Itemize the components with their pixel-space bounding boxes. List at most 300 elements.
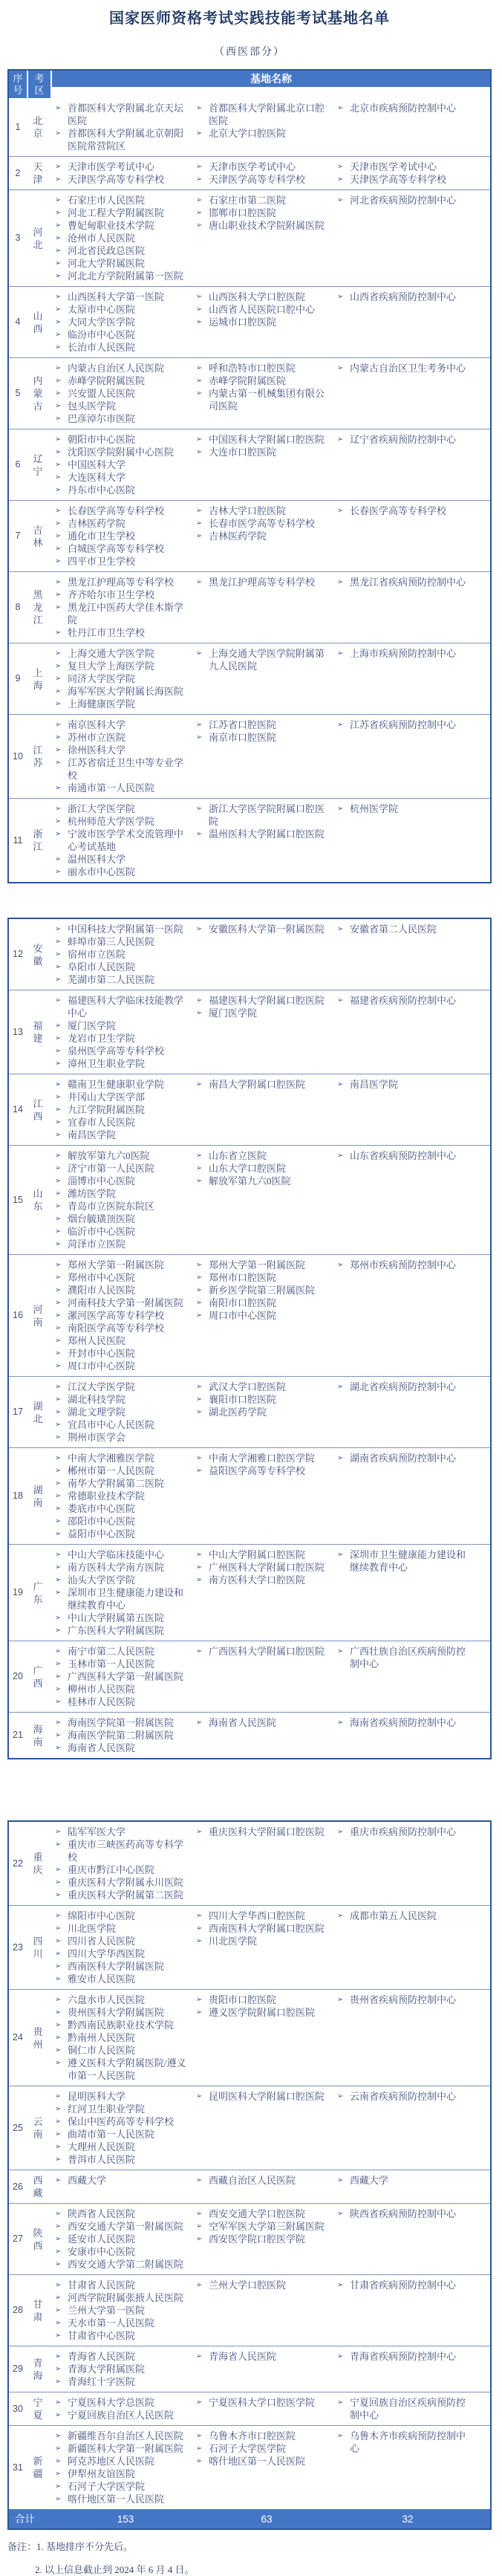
base-item: ➢ 烟台毓璜顶医院 <box>55 1213 136 1224</box>
base-item: ➢ 贵州医科大学附属医院 <box>55 2007 165 2018</box>
base-column-2 <box>196 718 331 794</box>
base-column-3 <box>337 2174 472 2199</box>
base-item: ➢ 南阳市口腔医院 <box>196 1297 277 1308</box>
base-column-1 <box>55 718 190 794</box>
arrow-bullet-icon: ➢ <box>55 784 62 792</box>
base-item: ➢ 中国医科大学附属口腔医院 <box>196 434 325 445</box>
base-item: ➢ 包头医学院 <box>55 400 117 412</box>
arrow-bullet-icon: ➢ <box>196 2432 203 2440</box>
arrow-bullet-icon: ➢ <box>196 1164 203 1172</box>
arrow-bullet-icon: ➢ <box>55 1408 62 1416</box>
arrow-bullet-icon: ➢ <box>196 1454 203 1462</box>
base-item: ➢ 井冈山大学医学部 <box>55 1091 146 1103</box>
arrow-bullet-icon: ➢ <box>55 389 62 398</box>
arrow-bullet-icon: ➢ <box>55 377 62 385</box>
region-row <box>9 1145 490 1254</box>
arrow-bullet-icon: ➢ <box>337 1996 344 2004</box>
region-cell <box>27 718 49 794</box>
arrow-bullet-icon: ➢ <box>55 2021 62 2029</box>
base-column-1 <box>55 2396 190 2421</box>
arrow-bullet-icon: ➢ <box>337 2176 344 2184</box>
arrow-bullet-icon: ➢ <box>196 1261 203 1269</box>
base-column-2 <box>196 291 331 354</box>
base-item: ➢ 内蒙古自治区卫生考务中心 <box>337 363 466 374</box>
arrow-bullet-icon: ➢ <box>55 1190 62 1198</box>
base-column-2 <box>196 2207 331 2271</box>
base-column-1 <box>55 994 190 1070</box>
base-column-3 <box>337 1716 472 1754</box>
base-item: ➢ 西安交通大学第一附属医院 <box>55 2221 184 2232</box>
arrow-bullet-icon: ➢ <box>196 1576 203 1584</box>
base-item: ➢ 红河卫生职业学院 <box>55 2103 146 2115</box>
region-row <box>9 2392 490 2425</box>
region-name: 河北 <box>33 226 43 250</box>
base-item: ➢ 甘肃省疾病预防控制中心 <box>337 2280 457 2291</box>
note-item: 2. 以上信息截止到 2024 年 6 月 4 日。 <box>35 2564 195 2575</box>
region-cell <box>27 802 49 878</box>
region-name: 北京 <box>33 115 43 139</box>
arrow-bullet-icon: ➢ <box>55 234 62 242</box>
arrow-bullet-icon: ➢ <box>55 2378 62 2386</box>
arrow-bullet-icon: ➢ <box>196 1828 203 1836</box>
base-item: ➢ 四川大学华西医院 <box>55 1948 146 1959</box>
base-item: ➢ 解放军第九六0医院 <box>196 1175 291 1187</box>
arrow-bullet-icon: ➢ <box>55 976 62 984</box>
region-row <box>9 1254 490 1376</box>
arrow-bullet-icon: ➢ <box>55 2482 62 2491</box>
base-item: ➢ 西安医学院口腔医学院 <box>196 2233 306 2245</box>
base-item: ➢ 石家庄市人民医院 <box>55 195 146 206</box>
base-item: ➢ 曹妃甸职业技术学院 <box>55 220 155 231</box>
arrow-bullet-icon: ➢ <box>196 305 203 314</box>
base-item: ➢ 首都医科大学附属北京天坛医院 <box>55 103 184 126</box>
arrow-bullet-icon: ➢ <box>196 448 203 456</box>
base-item: ➢ 新乡医学院第三附属医院 <box>196 1285 316 1296</box>
header-index-cell <box>9 71 27 98</box>
arrow-bullet-icon: ➢ <box>55 2294 62 2302</box>
arrow-bullet-icon: ➢ <box>196 364 203 372</box>
arrow-bullet-icon: ➢ <box>337 163 344 171</box>
base-column-3 <box>337 194 472 282</box>
arrow-bullet-icon: ➢ <box>337 364 344 372</box>
arrow-bullet-icon: ➢ <box>55 1505 62 1513</box>
region-index: 19 <box>13 1587 23 1597</box>
base-item: ➢ 福建医科大学附属口腔医院 <box>196 995 325 1006</box>
arrow-bullet-icon: ➢ <box>55 1177 62 1185</box>
region-name: 辽宁 <box>33 452 43 477</box>
arrow-bullet-icon: ➢ <box>196 1152 203 1160</box>
arrow-bullet-icon: ➢ <box>55 331 62 339</box>
base-item: ➢ 成都市第五人民医院 <box>337 1910 437 1921</box>
arrow-bullet-icon: ➢ <box>55 1080 62 1089</box>
region-name: 天津 <box>33 161 43 185</box>
arrow-bullet-icon: ➢ <box>55 247 62 255</box>
arrow-bullet-icon: ➢ <box>55 2059 62 2067</box>
base-item: ➢ 河北省疾病预防控制中心 <box>337 195 457 206</box>
base-column-1 <box>55 1645 190 1708</box>
base-column-1 <box>55 1826 190 1901</box>
arrow-bullet-icon: ➢ <box>55 1614 62 1622</box>
base-item: ➢ 石河子大学医学院 <box>196 2443 287 2454</box>
note-item: 1. 基地排序不分先后。 <box>36 2541 134 2552</box>
region-cell <box>27 2207 49 2271</box>
base-item: ➢ 浙江大学医学院附属口腔医院 <box>196 803 325 827</box>
base-item: ➢ 海南省疾病预防控制中心 <box>337 1717 457 1728</box>
arrow-bullet-icon: ➢ <box>55 1517 62 1525</box>
region-index: 7 <box>15 531 21 541</box>
base-item: ➢ 辽宁省疾病预防控制中心 <box>337 434 457 445</box>
arrow-bullet-icon: ➢ <box>55 721 62 729</box>
base-item: ➢ 喀什地区第一人民医院 <box>55 2494 165 2505</box>
arrow-bullet-icon: ➢ <box>55 2432 62 2440</box>
region-row <box>9 2274 490 2346</box>
arrow-bullet-icon: ➢ <box>55 2008 62 2017</box>
arrow-bullet-icon: ➢ <box>196 1937 203 1945</box>
arrow-bullet-icon: ➢ <box>55 1362 62 1370</box>
region-name: 上海 <box>33 666 43 691</box>
region-index: 23 <box>13 1941 23 1953</box>
base-item: ➢ 吉林大学口腔医院 <box>196 505 287 516</box>
arrow-bullet-icon: ➢ <box>55 1395 62 1404</box>
region-index: 12 <box>13 949 23 959</box>
base-item: ➢ 乌鲁木齐市疾病预防控制中心 <box>337 2430 466 2454</box>
arrow-bullet-icon: ➢ <box>55 1261 62 1269</box>
base-item: ➢ 淄博市中心医院 <box>55 1175 136 1187</box>
arrow-bullet-icon: ➢ <box>55 1131 62 1139</box>
base-item: ➢ 甘肃省中心医院 <box>55 2330 136 2341</box>
arrow-bullet-icon: ➢ <box>55 675 62 683</box>
base-item: ➢ 新疆医科大学第一附属医院 <box>55 2443 184 2454</box>
arrow-bullet-icon: ➢ <box>196 1647 203 1655</box>
base-item: ➢ 南昌大学附属口腔医院 <box>196 1079 306 1090</box>
base-column-3 <box>337 647 472 710</box>
region-name: 广西 <box>33 1664 43 1689</box>
arrow-bullet-icon: ➢ <box>55 2281 62 2289</box>
base-item: ➢ 深圳市卫生健康能力建设和继续教育中心 <box>55 1587 184 1611</box>
arrow-bullet-icon: ➢ <box>337 1719 344 1727</box>
region-index: 13 <box>13 1026 23 1037</box>
arrow-bullet-icon: ➢ <box>55 1563 62 1571</box>
base-item: ➢ 江苏省疾病预防控制中心 <box>337 719 457 730</box>
region-cell <box>27 160 49 186</box>
base-item: ➢ 巴彦淖尔市医院 <box>55 413 136 424</box>
base-column-1 <box>55 802 190 878</box>
arrow-bullet-icon: ➢ <box>55 629 62 637</box>
base-item: ➢ 兰州大学口腔医院 <box>196 2280 287 2291</box>
base-item: ➢ 广西医科大学第一附属医院 <box>55 1671 184 1682</box>
arrow-bullet-icon: ➢ <box>55 649 62 658</box>
base-item: ➢ 厦门医学院 <box>55 1020 117 1031</box>
base-item: ➢ 山西省疾病预防控制中心 <box>337 291 457 302</box>
base-column-3 <box>337 291 472 354</box>
arrow-bullet-icon: ➢ <box>55 759 62 767</box>
page-title: 国家医师资格考试实践技能考试基地名单 <box>109 10 390 27</box>
base-item: ➢ 黑龙江护理高等专科学校 <box>196 577 316 588</box>
region-name: 海南 <box>33 1723 43 1748</box>
base-item: ➢ 北京大学口腔医院 <box>196 128 287 139</box>
arrow-bullet-icon: ➢ <box>196 578 203 586</box>
base-item: ➢ 苏州市立医院 <box>55 732 126 743</box>
base-item: ➢ 西藏大学 <box>337 2175 389 2186</box>
arrow-bullet-icon: ➢ <box>196 721 203 729</box>
base-item: ➢ 福建省疾病预防控制中心 <box>337 995 457 1006</box>
base-item: ➢ 川北医学院 <box>196 1936 258 1947</box>
base-column-1 <box>55 576 190 639</box>
region-cell <box>27 1716 49 1754</box>
arrow-bullet-icon: ➢ <box>337 578 344 586</box>
arrow-bullet-icon: ➢ <box>196 2444 203 2453</box>
arrow-bullet-icon: ➢ <box>55 1937 62 1945</box>
arrow-bullet-icon: ➢ <box>337 1647 344 1655</box>
arrow-bullet-icon: ➢ <box>55 2235 62 2243</box>
base-column-3 <box>337 2090 472 2166</box>
arrow-bullet-icon: ➢ <box>55 1286 62 1294</box>
notes-label: 备注： <box>7 2541 37 2552</box>
arrow-bullet-icon: ➢ <box>196 2008 203 2017</box>
base-item: ➢ 空军军医大学第三附属医院 <box>196 2221 325 2232</box>
base-item: ➢ 天津医学高等专科学校 <box>196 174 306 185</box>
base-column-3 <box>337 2350 472 2388</box>
region-name: 内蒙古 <box>33 375 43 412</box>
base-item: ➢ 中南大学湘雅口腔医学院 <box>196 1453 316 1464</box>
base-column-2 <box>196 2090 331 2166</box>
base-item: ➢ 青海大学附属医院 <box>55 2364 146 2375</box>
arrow-bullet-icon: ➢ <box>337 175 344 184</box>
arrow-bullet-icon: ➢ <box>196 2222 203 2231</box>
base-item: ➢ 温州医科大学 <box>55 854 126 865</box>
arrow-bullet-icon: ➢ <box>55 2248 62 2256</box>
base-item: ➢ 遵义医科大学附属医院/遵义市第一人民医院 <box>55 2057 186 2081</box>
arrow-bullet-icon: ➢ <box>55 2105 62 2113</box>
base-item: ➢ 大理州人民医院 <box>55 2141 136 2152</box>
base-item: ➢ 呼和浩特市口腔医院 <box>196 363 296 374</box>
base-item: ➢ 荆州市医学会 <box>55 1432 126 1443</box>
base-item: ➢ 绵阳市中心医院 <box>55 1910 136 1921</box>
base-item: ➢ 青海省人民医院 <box>55 2351 136 2362</box>
region-name: 福建 <box>33 1020 43 1044</box>
arrow-bullet-icon: ➢ <box>196 1467 203 1475</box>
base-item: ➢ 兰州大学第一医院 <box>55 2305 146 2316</box>
base-item: ➢ 山西医科大学第一医院 <box>55 291 165 302</box>
arrow-bullet-icon: ➢ <box>196 2281 203 2289</box>
header-base-cell <box>50 71 490 98</box>
arrow-bullet-icon: ➢ <box>337 104 344 112</box>
region-name: 山东 <box>33 1188 43 1212</box>
base-item: ➢ 兴安盟人民医院 <box>55 388 136 399</box>
base-item: ➢ 吉林医药学院 <box>55 518 126 529</box>
region-index: 25 <box>13 2122 23 2133</box>
arrow-bullet-icon: ➢ <box>55 1840 62 1849</box>
arrow-bullet-icon: ➢ <box>55 1202 62 1210</box>
region-cell <box>27 1381 49 1444</box>
base-item: ➢ 西藏自治区人民医院 <box>196 2175 296 2186</box>
arrow-bullet-icon: ➢ <box>55 1828 62 1836</box>
arrow-bullet-icon: ➢ <box>55 1647 62 1655</box>
arrow-bullet-icon: ➢ <box>196 175 203 184</box>
base-column-1 <box>55 102 190 152</box>
arrow-bullet-icon: ➢ <box>55 175 62 184</box>
base-item: ➢ 潍坊医学院 <box>55 1188 117 1199</box>
arrow-bullet-icon: ➢ <box>55 830 62 838</box>
arrow-bullet-icon: ➢ <box>55 1589 62 1597</box>
base-item: ➢ 济宁市第一人民医院 <box>55 1163 155 1174</box>
region-row <box>9 2425 490 2509</box>
region-cell <box>27 2090 49 2166</box>
base-item: ➢ 内蒙古第一机械集团有限公司医院 <box>196 388 325 412</box>
arrow-bullet-icon: ➢ <box>55 343 62 351</box>
base-item: ➢ 铜仁市人民医院 <box>55 2045 136 2056</box>
arrow-bullet-icon: ➢ <box>55 996 62 1005</box>
region-cell <box>27 2350 49 2388</box>
base-item: ➢ 沧州市人民医院 <box>55 233 136 244</box>
arrow-bullet-icon: ➢ <box>337 507 344 515</box>
region-cell <box>27 1993 49 2082</box>
base-item: ➢ 长春医学高等专科学校 <box>55 505 165 516</box>
base-item: ➢ 陆军军医大学 <box>55 1826 126 1837</box>
region-row <box>9 189 490 286</box>
arrow-bullet-icon: ➢ <box>55 318 62 326</box>
base-item: ➢ 重庆医科大学附属口腔医院 <box>196 1826 325 1837</box>
base-item: ➢ 首都医科大学附属北京口腔医院 <box>196 103 325 126</box>
region-row <box>9 714 490 798</box>
base-item: ➢ 重庆医科大学附属永川医院 <box>55 1877 184 1888</box>
base-item: ➢ 黑龙江护理高等专科学校 <box>55 577 175 588</box>
total-value-2: 63 <box>261 2513 273 2525</box>
base-item: ➢ 南通市第一人民医院 <box>55 782 155 794</box>
arrow-bullet-icon: ➢ <box>55 1337 62 1345</box>
arrow-bullet-icon: ➢ <box>337 996 344 1005</box>
base-item: ➢ 重庆市三峡医药高等专科学校 <box>55 1839 184 1863</box>
base-item: ➢ 重庆市黔江中心医院 <box>55 1864 155 1875</box>
arrow-bullet-icon: ➢ <box>337 1383 344 1391</box>
table-header <box>9 71 490 98</box>
region-row <box>9 2170 490 2203</box>
arrow-bullet-icon: ➢ <box>337 196 344 204</box>
base-item: ➢ 青岛市立医院东院区 <box>55 1201 155 1212</box>
arrow-bullet-icon: ➢ <box>196 209 203 217</box>
arrow-bullet-icon: ➢ <box>196 1924 203 1933</box>
base-item: ➢ 唐山职业技术学院附属医院 <box>196 220 325 231</box>
arrow-bullet-icon: ➢ <box>55 963 62 971</box>
base-column-1 <box>55 2174 190 2199</box>
region-name: 安徽 <box>33 942 43 967</box>
region-row <box>9 1989 490 2086</box>
base-column-2 <box>196 1078 331 1141</box>
arrow-bullet-icon: ➢ <box>55 2444 62 2453</box>
arrow-bullet-icon: ➢ <box>55 2118 62 2126</box>
base-item: ➢ 黑龙江省疾病预防控制中心 <box>337 577 466 588</box>
base-item: ➢ 天津医学高等专科学校 <box>55 174 165 185</box>
base-item: ➢ 西安交通大学第二附属医院 <box>55 2259 184 2270</box>
base-item: ➢ 青海省疾病预防控制中心 <box>337 2351 457 2362</box>
arrow-bullet-icon: ➢ <box>55 805 62 813</box>
base-item: ➢ 赣南卫生健康职业学院 <box>55 1079 165 1090</box>
page-subtitle: （西医部分） <box>214 47 285 58</box>
base-item: ➢ 喀什地区第一人民医院 <box>196 2456 306 2467</box>
region-cell <box>27 2279 49 2342</box>
base-item: ➢ 芜湖市第二人民医院 <box>55 974 155 985</box>
region-name: 新疆 <box>33 2456 43 2479</box>
base-column-2 <box>196 362 331 425</box>
base-item: ➢ 海南医学院第一附属医院 <box>55 1717 175 1728</box>
region-name: 湖南 <box>33 1484 43 1508</box>
base-item: ➢ 漯河医学高等专科学校 <box>55 1310 165 1321</box>
base-item: ➢ 中山大学附属第五医院 <box>55 1612 165 1623</box>
arrow-bullet-icon: ➢ <box>55 532 62 540</box>
region-row <box>9 500 490 571</box>
arrow-bullet-icon: ➢ <box>55 1975 62 1983</box>
arrow-bullet-icon: ➢ <box>337 1080 344 1089</box>
region-row <box>9 357 490 429</box>
base-item: ➢ 广东医科大学附属医院 <box>55 1625 165 1636</box>
region-cell <box>27 647 49 710</box>
base-item: ➢ 石河子大学医学院 <box>55 2481 146 2492</box>
arrow-bullet-icon: ➢ <box>196 1009 203 1017</box>
arrow-bullet-icon: ➢ <box>337 2092 344 2100</box>
base-column-3 <box>337 1826 472 1901</box>
base-item: ➢ 江汉大学医学院 <box>55 1381 136 1392</box>
arrow-bullet-icon: ➢ <box>55 868 62 876</box>
arrow-bullet-icon: ➢ <box>196 1551 203 1559</box>
base-item: ➢ 曲靖市第一人民医院 <box>55 2129 155 2140</box>
base-item: ➢ 保山中医药高等专科学校 <box>55 2116 175 2127</box>
arrow-bullet-icon: ➢ <box>55 104 62 112</box>
region-name: 江苏 <box>33 744 43 768</box>
base-column-2 <box>196 2396 331 2421</box>
arrow-bullet-icon: ➢ <box>55 259 62 267</box>
base-column-2 <box>196 160 331 186</box>
base-item: ➢ 黑龙江中医药大学佳木斯学院 <box>55 602 184 626</box>
arrow-bullet-icon: ➢ <box>55 1924 62 1933</box>
base-item: ➢ 宜春市人民医院 <box>55 1117 136 1128</box>
base-column-3 <box>337 433 472 496</box>
base-item: ➢ 天津市医学考试中心 <box>196 161 296 172</box>
arrow-bullet-icon: ➢ <box>55 1299 62 1307</box>
arrow-bullet-icon: ➢ <box>55 1433 62 1441</box>
arrow-bullet-icon: ➢ <box>55 1530 62 1538</box>
base-item: ➢ 天水市第一人民医院 <box>55 2317 155 2329</box>
base-item: ➢ 黔西南民族职业技术学院 <box>55 2019 175 2031</box>
base-column-3 <box>337 802 472 878</box>
base-item: ➢ 赤峰学院附属医院 <box>196 375 287 386</box>
base-item: ➢ 首都医科大学附属北京朝阳医院常营院区 <box>55 128 184 152</box>
region-name: 广东 <box>33 1580 43 1605</box>
arrow-bullet-icon: ➢ <box>55 733 62 742</box>
region-cell <box>27 576 49 639</box>
arrow-bullet-icon: ➢ <box>55 925 62 933</box>
region-index: 28 <box>13 2305 23 2315</box>
region-index: 17 <box>13 1407 23 1417</box>
base-item: ➢ 临沂市中心医院 <box>55 1226 136 1237</box>
base-column-3 <box>337 2396 472 2421</box>
arrow-bullet-icon: ➢ <box>196 925 203 933</box>
arrow-bullet-icon: ➢ <box>55 1152 62 1160</box>
base-item: ➢ 六盘水市人民医院 <box>55 1994 146 2005</box>
arrow-bullet-icon: ➢ <box>55 1047 62 1055</box>
arrow-bullet-icon: ➢ <box>55 2260 62 2268</box>
base-item: ➢ 西藏大学 <box>55 2175 107 2186</box>
arrow-bullet-icon: ➢ <box>196 2092 203 2100</box>
base-item: ➢ 杭州师范大学医学院 <box>55 816 155 827</box>
arrow-bullet-icon: ➢ <box>337 1828 344 1836</box>
base-column-2 <box>196 994 331 1070</box>
base-item: ➢ 广州医科大学附属口腔医院 <box>196 1562 325 1573</box>
base-item: ➢ 江苏省口腔医院 <box>196 719 277 730</box>
arrow-bullet-icon: ➢ <box>55 1467 62 1475</box>
base-item: ➢ 厦门医学院 <box>196 1008 258 1019</box>
base-item: ➢ 丹东市中心医院 <box>55 484 136 496</box>
base-column-3 <box>337 1993 472 2082</box>
